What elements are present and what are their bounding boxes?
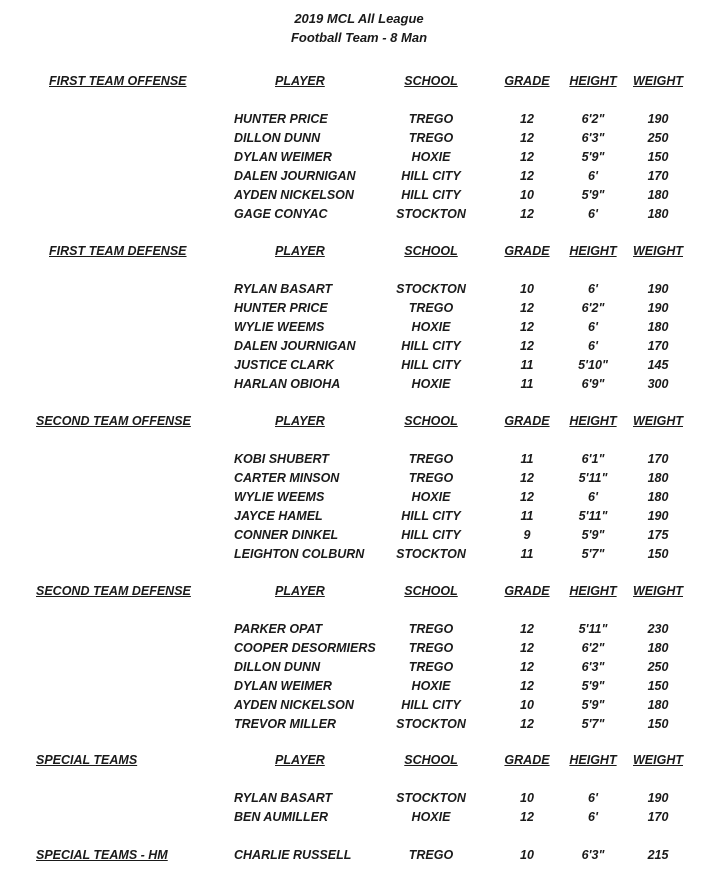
player-school: HILL CITY	[401, 187, 461, 202]
player-school: TREGO	[408, 130, 454, 145]
player-name: DALEN JOURNIGAN	[234, 338, 356, 353]
player-weight: 230	[647, 622, 669, 636]
player-weight: 150	[647, 546, 669, 561]
player-name: WYLIE WEEMS	[234, 319, 325, 334]
player-weight: 170	[647, 338, 669, 353]
player-grade: 12	[520, 470, 534, 485]
weight-column-header: WEIGHT	[633, 244, 683, 258]
player-weight: 180	[647, 206, 669, 221]
table-row	[0, 358, 718, 376]
player-name: JAYCE HAMEL	[234, 508, 323, 523]
player-grade: 12	[520, 809, 534, 824]
player-name: RYLAN BASART	[234, 282, 333, 296]
player-grade: 10	[520, 791, 534, 805]
section-title: SPECIAL TEAMS	[36, 753, 138, 767]
weight-column-header: WEIGHT	[633, 414, 683, 428]
player-grade: 12	[520, 338, 534, 353]
player-weight: 145	[647, 357, 669, 372]
player-name: TREVOR MILLER	[234, 716, 337, 731]
school-column-header: SCHOOL	[404, 74, 458, 88]
player-school: STOCKTON	[396, 546, 466, 561]
weight-column-header: WEIGHT	[633, 74, 683, 88]
height-column-header: HEIGHT	[569, 414, 617, 428]
player-grade: 10	[520, 697, 534, 712]
player-height: 5'10"	[578, 357, 608, 372]
table-row	[0, 810, 718, 828]
table-row	[0, 528, 718, 546]
table-row	[0, 377, 718, 395]
player-weight: 180	[647, 489, 669, 504]
player-grade: 12	[520, 716, 534, 731]
honorable-mention-row	[0, 848, 718, 866]
section-header	[0, 414, 718, 432]
player-name: CONNER DINKEL	[234, 527, 339, 542]
player-school: TREGO	[408, 640, 454, 655]
player-name: AYDEN NICKELSON	[234, 187, 354, 202]
table-row	[0, 622, 718, 640]
player-weight: 190	[647, 508, 669, 523]
player-weight: 180	[647, 640, 669, 655]
player-height: 6'3"	[581, 659, 605, 674]
player-height: 6'	[588, 206, 598, 221]
player-school: HOXIE	[411, 149, 451, 164]
player-name: KOBI SHUBERT	[234, 452, 329, 466]
player-grade: 11	[520, 508, 534, 523]
player-column-header: PLAYER	[275, 414, 325, 428]
player-grade: 11	[520, 452, 534, 466]
school-column-header: SCHOOL	[404, 244, 458, 258]
player-grade: 12	[520, 206, 534, 221]
player-name: CHARLIE RUSSELL	[234, 848, 352, 862]
grade-column-header: GRADE	[504, 753, 550, 767]
player-weight: 180	[647, 470, 669, 485]
section-title: SPECIAL TEAMS - HM	[36, 848, 168, 862]
player-height: 6'	[588, 791, 598, 805]
player-grade: 12	[520, 168, 534, 183]
section-title: SECOND TEAM OFFENSE	[36, 414, 191, 428]
player-grade: 11	[520, 546, 534, 561]
player-height: 6'3"	[581, 848, 605, 862]
table-row	[0, 282, 718, 300]
player-weight: 190	[647, 282, 669, 296]
player-school: STOCKTON	[396, 716, 466, 731]
weight-column-header: WEIGHT	[633, 584, 683, 598]
player-height: 5'11"	[578, 470, 608, 485]
player-column-header: PLAYER	[275, 244, 325, 258]
player-weight: 175	[647, 527, 669, 542]
player-height: 6'2"	[581, 300, 605, 315]
player-school: STOCKTON	[396, 206, 466, 221]
player-school: HOXIE	[411, 319, 451, 334]
table-row	[0, 301, 718, 319]
player-weight: 190	[647, 112, 669, 126]
player-height: 5'11"	[578, 622, 608, 636]
height-column-header: HEIGHT	[569, 74, 617, 88]
player-height: 6'	[588, 319, 598, 334]
player-height: 6'3"	[581, 130, 605, 145]
player-name: JUSTICE CLARK	[234, 357, 335, 372]
player-grade: 10	[520, 848, 534, 862]
player-height: 5'9"	[581, 678, 605, 693]
player-school: HILL CITY	[401, 168, 461, 183]
player-weight: 190	[647, 300, 669, 315]
grade-column-header: GRADE	[504, 244, 550, 258]
table-row	[0, 320, 718, 338]
height-column-header: HEIGHT	[569, 753, 617, 767]
player-name: BEN AUMILLER	[234, 809, 328, 824]
grade-column-header: GRADE	[504, 74, 550, 88]
table-row	[0, 717, 718, 735]
player-school: TREGO	[408, 452, 454, 466]
school-column-header: SCHOOL	[404, 414, 458, 428]
section-header	[0, 753, 718, 771]
table-row	[0, 641, 718, 659]
player-height: 5'7"	[581, 546, 605, 561]
player-grade: 11	[520, 357, 534, 372]
player-height: 5'11"	[578, 508, 608, 523]
player-grade: 12	[520, 130, 534, 145]
table-row	[0, 791, 718, 809]
player-school: TREGO	[408, 659, 454, 674]
player-weight: 150	[647, 678, 669, 693]
grade-column-header: GRADE	[504, 414, 550, 428]
player-grade: 10	[520, 187, 534, 202]
player-weight: 250	[647, 130, 669, 145]
player-grade: 12	[520, 300, 534, 315]
player-grade: 12	[520, 489, 534, 504]
player-grade: 10	[520, 282, 534, 296]
player-grade: 12	[520, 319, 534, 334]
player-weight: 170	[647, 809, 669, 824]
player-school: TREGO	[408, 112, 454, 126]
player-name: WYLIE WEEMS	[234, 489, 325, 504]
section-header	[0, 244, 718, 262]
player-grade: 12	[520, 659, 534, 674]
player-weight: 215	[647, 848, 669, 862]
table-row	[0, 188, 718, 206]
player-height: 5'7"	[581, 716, 605, 731]
school-column-header: SCHOOL	[404, 584, 458, 598]
table-row	[0, 339, 718, 357]
player-school: HILL CITY	[401, 357, 461, 372]
player-name: DILLON DUNN	[234, 130, 321, 145]
table-row	[0, 698, 718, 716]
player-column-header: PLAYER	[275, 74, 325, 88]
player-school: HILL CITY	[401, 527, 461, 542]
player-name: LEIGHTON COLBURN	[234, 546, 365, 561]
player-school: HILL CITY	[401, 697, 461, 712]
player-name: DYLAN WEIMER	[234, 678, 332, 693]
player-weight: 170	[647, 452, 669, 466]
player-height: 6'	[588, 282, 598, 296]
player-name: HUNTER PRICE	[234, 300, 328, 315]
player-height: 5'9"	[581, 149, 605, 164]
player-height: 6'	[588, 338, 598, 353]
player-height: 6'1"	[581, 452, 605, 466]
player-school: HOXIE	[411, 809, 451, 824]
player-school: TREGO	[408, 848, 454, 862]
player-height: 6'2"	[581, 640, 605, 655]
player-weight: 170	[647, 168, 669, 183]
player-height: 5'9"	[581, 697, 605, 712]
table-row	[0, 509, 718, 527]
table-row	[0, 490, 718, 508]
player-grade: 12	[520, 678, 534, 693]
player-school: HOXIE	[411, 489, 451, 504]
player-height: 6'	[588, 168, 598, 183]
player-school: HILL CITY	[401, 338, 461, 353]
table-row	[0, 169, 718, 187]
school-column-header: SCHOOL	[404, 753, 458, 767]
height-column-header: HEIGHT	[569, 584, 617, 598]
player-height: 5'9"	[581, 187, 605, 202]
player-weight: 180	[647, 319, 669, 334]
player-grade: 12	[520, 149, 534, 164]
player-name: CARTER MINSON	[234, 470, 340, 485]
player-weight: 190	[647, 791, 669, 805]
player-name: GAGE CONYAC	[234, 206, 328, 221]
section-title: FIRST TEAM OFFENSE	[49, 74, 187, 88]
player-school: HILL CITY	[401, 508, 461, 523]
player-name: DILLON DUNN	[234, 659, 321, 674]
player-grade: 12	[520, 622, 534, 636]
height-column-header: HEIGHT	[569, 244, 617, 258]
weight-column-header: WEIGHT	[633, 753, 683, 767]
table-row	[0, 547, 718, 565]
player-name: DALEN JOURNIGAN	[234, 168, 356, 183]
player-column-header: PLAYER	[275, 753, 325, 767]
player-weight: 300	[647, 376, 669, 391]
document-subtitle: Football Team - 8 Man	[290, 30, 428, 45]
player-column-header: PLAYER	[275, 584, 325, 598]
grade-column-header: GRADE	[504, 584, 550, 598]
document-title: 2019 MCL All League	[294, 11, 424, 26]
player-school: TREGO	[408, 622, 454, 636]
section-title: SECOND TEAM DEFENSE	[36, 584, 191, 598]
player-weight: 150	[647, 716, 669, 731]
section-header	[0, 584, 718, 602]
table-row	[0, 131, 718, 149]
player-name: HUNTER PRICE	[234, 112, 328, 126]
player-name: RYLAN BASART	[234, 791, 333, 805]
player-name: DYLAN WEIMER	[234, 149, 332, 164]
player-grade: 11	[520, 376, 534, 391]
player-name: AYDEN NICKELSON	[234, 697, 354, 712]
player-school: TREGO	[408, 300, 454, 315]
player-school: STOCKTON	[396, 282, 466, 296]
table-row	[0, 660, 718, 678]
player-name: HARLAN OBIOHA	[234, 376, 341, 391]
table-row	[0, 679, 718, 697]
player-weight: 180	[647, 697, 669, 712]
table-row	[0, 452, 718, 470]
table-row	[0, 207, 718, 225]
player-weight: 180	[647, 187, 669, 202]
player-school: STOCKTON	[396, 791, 466, 805]
player-name: COOPER DESORMIERS	[234, 640, 376, 655]
player-height: 6'2"	[581, 112, 605, 126]
player-weight: 250	[647, 659, 669, 674]
table-row	[0, 150, 718, 168]
player-weight: 150	[647, 149, 669, 164]
player-name: PARKER OPAT	[234, 622, 323, 636]
section-header	[0, 74, 718, 92]
player-height: 6'	[588, 489, 598, 504]
player-grade: 9	[523, 527, 531, 542]
table-row	[0, 471, 718, 489]
player-school: HOXIE	[411, 678, 451, 693]
player-height: 5'9"	[581, 527, 605, 542]
section-title: FIRST TEAM DEFENSE	[49, 244, 187, 258]
player-school: HOXIE	[411, 376, 451, 391]
player-height: 6'9"	[581, 376, 605, 391]
player-grade: 12	[520, 112, 534, 126]
player-school: TREGO	[408, 470, 454, 485]
player-grade: 12	[520, 640, 534, 655]
table-row	[0, 112, 718, 130]
player-height: 6'	[588, 809, 598, 824]
